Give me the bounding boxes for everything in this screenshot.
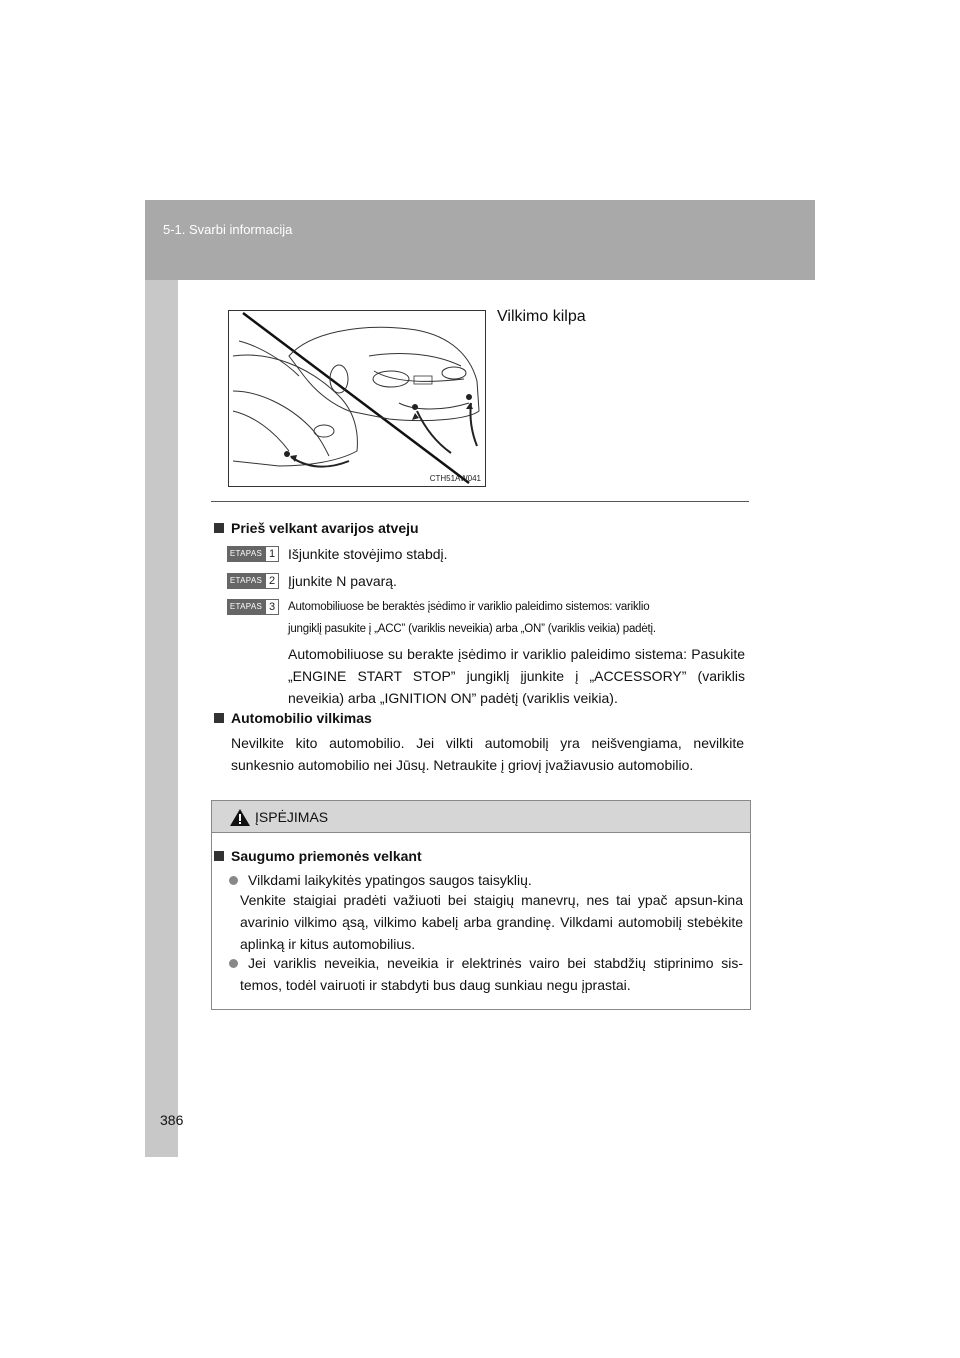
step-badge-label: ETAPAS [227, 573, 265, 589]
warning-title: ĮSPĖJIMAS [255, 809, 329, 825]
step-3-line-1: Automobiliuose be beraktės įsėdimo ir variklio paleidimo sistemos: variklio [288, 601, 650, 613]
step-badge-1 [227, 546, 277, 562]
step-3-extra: Automobiliuose su berakte įsėdimo ir variklio paleidimo sistema: Pasukite „ENGINE START STOP” jungiklį įjunkite į „ACCESSORY” (variklis neveikia) arba „IGNITION ON” padėtį (variklis veikia). [288, 646, 745, 706]
step-badge-label: ETAPAS [227, 599, 265, 615]
step-badge-number: 2 [265, 573, 279, 589]
step-badge-label: ETAPAS [227, 546, 265, 562]
warning-section-title [214, 848, 422, 864]
warning-header [212, 801, 750, 833]
section-header: 5-1. Svarbi informacija [163, 222, 293, 237]
section-title-text: Prieš velkant avarijos atveju [231, 520, 419, 536]
warning-section-text: Saugumo priemonės velkant [231, 848, 422, 864]
section-title-before-towing [214, 520, 419, 536]
warning-bullet-1-text: Venkite staigiai pradėti važiuoti bei staigių manevrų, nes tai ypač apsun-kina avarinio vilkimo ąsą, vilkimo kabelį arba grandinę. Vilkdami automobilį stebėkite aplinką ir kitus automobilius. [240, 892, 743, 952]
warning-bullet-1-lead: Vilkdami laikykitės ypatingos saugos taisyklių. [248, 872, 532, 888]
round-bullet-icon [229, 876, 238, 885]
square-bullet-icon [214, 523, 224, 533]
step-badge-3 [227, 599, 277, 615]
page-number: 386 [160, 1112, 184, 1128]
car-rear-drawing [229, 311, 485, 486]
towing-text: Nevilkite kito automobilio. Jei vilkti automobilį yra neišvengiama, nevilkite sunkesnio automobilio nei Jūsų. Netraukite į griovį įvažiavusio automobilio. [231, 735, 744, 773]
divider [211, 501, 749, 502]
section-title-towing [214, 710, 372, 726]
step-3-line-2: jungiklį pasukite į „ACC” (variklis neveikia) arba „ON” (variklis veikia) padėtį. [288, 623, 656, 635]
step-1-text: Išjunkite stovėjimo stabdį. [288, 546, 448, 562]
side-strip [145, 280, 178, 1157]
header-band [145, 200, 815, 280]
towing-hook-illustration [228, 310, 486, 487]
step-badge-2 [227, 573, 277, 589]
step-badge-number: 3 [265, 599, 279, 615]
callout-label: Vilkimo kilpa [497, 308, 586, 325]
figure-code: CTH51AW041 [429, 474, 481, 483]
round-bullet-icon [229, 959, 238, 968]
warning-bullet-2-text: Jei variklis neveikia, neveikia ir elektrinės vairo bei stabdžių stiprinimo sis-temos, todėl vairuoti ir stabdyti bus daug sunkiau negu įprastai. [240, 955, 743, 993]
step-badge-number: 1 [265, 546, 279, 562]
warning-triangle-icon [230, 809, 250, 826]
square-bullet-icon [214, 851, 224, 861]
square-bullet-icon [214, 713, 224, 723]
warning-box [211, 800, 751, 1010]
section-title-text: Automobilio vilkimas [231, 710, 372, 726]
step-2-text: Įjunkite N pavarą. [288, 573, 397, 589]
